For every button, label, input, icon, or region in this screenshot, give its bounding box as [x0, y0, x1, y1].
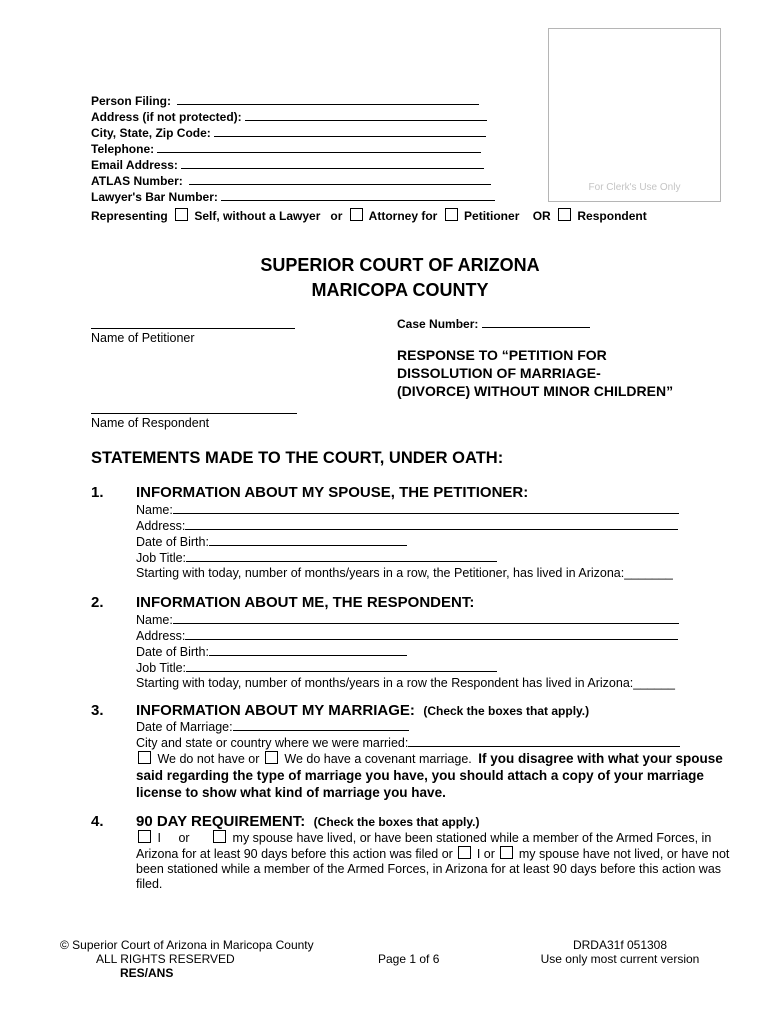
person-filing-field[interactable] [177, 93, 479, 105]
or-label-2: OR [532, 209, 551, 223]
s1-dob-label: Date of Birth: [136, 535, 209, 549]
telephone-row [91, 141, 551, 157]
section-2-title: INFORMATION ABOUT ME, THE RESPONDENT: [136, 594, 475, 611]
s1-job-label: Job Title: [136, 551, 187, 565]
s4-line-2 [136, 846, 730, 862]
s4-line-2-a: Arizona for at least 90 days before this action was filed or [136, 847, 453, 861]
s3-warning-line-3: license to show what kind of marriage you have. [136, 785, 446, 800]
section-4-body [136, 830, 730, 892]
footer-copyright: © Superior Court of Arizona in Maricopa County [60, 938, 314, 952]
document-title [397, 346, 673, 400]
s2-job-field[interactable] [186, 660, 497, 672]
s1-address-label: Address: [136, 519, 186, 533]
attorney-checkbox[interactable] [350, 208, 363, 221]
section-4-number: 4. [91, 813, 104, 830]
clerk-use-label: For Clerk's Use Only [588, 182, 681, 193]
self-label: Self, without a Lawyer [194, 209, 321, 223]
s4-i-checkbox[interactable] [138, 830, 151, 843]
section-3-title: INFORMATION ABOUT MY MARRIAGE: [136, 702, 415, 719]
attorney-label: Attorney for [368, 209, 438, 223]
no-covenant-checkbox[interactable] [138, 751, 151, 764]
respondent-label: Respondent [577, 209, 647, 223]
city-label: City, State, Zip Code: [91, 126, 211, 140]
city-row [91, 125, 551, 141]
footer-rights: ALL RIGHTS RESERVED [96, 952, 235, 966]
s1-name-row [136, 502, 686, 518]
atlas-row [91, 173, 551, 189]
covenant-label: We do have a covenant marriage. [284, 752, 472, 766]
section-1-number: 1. [91, 484, 104, 501]
bar-number-row [91, 189, 551, 205]
s1-name-label: Name: [136, 503, 173, 517]
s2-name-label: Name: [136, 613, 173, 627]
s4-line-1 [136, 830, 726, 846]
case-number-field[interactable] [482, 316, 590, 328]
s3-date-row [136, 719, 726, 735]
representing-label: Representing [91, 209, 168, 223]
clerk-use-box [548, 28, 721, 202]
s2-address-label: Address: [136, 629, 186, 643]
telephone-field[interactable] [157, 141, 481, 153]
s2-job-row [136, 660, 686, 676]
s4-or-label: or [178, 831, 190, 845]
s4-spouse-not-checkbox[interactable] [500, 846, 513, 859]
footer-page: Page 1 of 6 [378, 952, 440, 966]
self-checkbox[interactable] [175, 208, 188, 221]
address-row [91, 109, 551, 125]
petitioner-caption: Name of Petitioner [91, 331, 195, 345]
person-filing-label: Person Filing: [91, 94, 172, 108]
footer-form-id: DRDA31f 051308 [572, 938, 668, 952]
s3-place-row [136, 735, 726, 751]
petitioner-checkbox[interactable] [445, 208, 458, 221]
s1-job-row [136, 550, 686, 566]
court-name: SUPERIOR COURT OF ARIZONA [260, 255, 540, 275]
s2-address-row [136, 628, 686, 644]
footer-left [60, 938, 314, 980]
s3-covenant-row [136, 751, 726, 767]
title-line-3: (DIVORCE) WITHOUT MINOR CHILDREN” [397, 383, 674, 399]
s1-address-field[interactable] [185, 518, 678, 530]
case-number-label: Case Number: [397, 317, 479, 331]
no-covenant-label: We do not have or [157, 752, 260, 766]
s3-place-field[interactable] [408, 735, 680, 747]
s2-dob-label: Date of Birth: [136, 645, 209, 659]
s4-line-3: been stationed while a member of the Armed Forces, in Arizona for at least 90 days before this action was [136, 862, 722, 876]
statements-heading: STATEMENTS MADE TO THE COURT, UNDER OATH: [91, 449, 504, 467]
s3-date-label: Date of Marriage: [136, 720, 233, 734]
petitioner-label: Petitioner [464, 209, 520, 223]
atlas-label: ATLAS Number: [91, 174, 183, 188]
atlas-field[interactable] [189, 173, 491, 185]
s2-dob-field[interactable] [209, 644, 407, 656]
s2-name-field[interactable] [173, 612, 679, 624]
s2-residency: Starting with today, number of months/years in a row the Respondent has lived in Arizona:______ [136, 676, 675, 690]
section-2-fields [136, 612, 686, 691]
s3-date-field[interactable] [233, 719, 409, 731]
s2-job-label: Job Title: [136, 661, 187, 675]
section-1-title: INFORMATION ABOUT MY SPOUSE, THE PETITIONER: [136, 484, 529, 501]
s1-dob-row [136, 534, 686, 550]
section-1-fields [136, 502, 686, 581]
respondent-caption: Name of Respondent [91, 416, 210, 430]
email-field[interactable] [181, 157, 484, 169]
footer-version-note: Use only most current version [540, 952, 700, 966]
representing-row [91, 208, 647, 224]
s4-spouse-checkbox[interactable] [213, 830, 226, 843]
section-3-fields [136, 719, 726, 801]
s3-warning-line-2: said regarding the type of marriage you have, you should attach a copy of your marriage [136, 768, 704, 783]
s4-line-4: filed. [136, 877, 163, 891]
title-line-2: DISSOLUTION OF MARRIAGE- [397, 365, 601, 381]
bar-number-field[interactable] [221, 189, 495, 201]
title-line-1: RESPONSE TO “PETITION FOR [397, 347, 607, 363]
address-label: Address (if not protected): [91, 110, 242, 124]
s1-name-field[interactable] [173, 502, 679, 514]
email-label: Email Address: [91, 158, 178, 172]
covenant-checkbox[interactable] [265, 751, 278, 764]
address-field[interactable] [245, 109, 487, 121]
section-3-heading [136, 702, 589, 720]
s2-address-field[interactable] [185, 628, 678, 640]
s4-line-2-b: I or [476, 847, 495, 861]
county-name: MARICOPA COUNTY [311, 280, 489, 300]
s1-address-row [136, 518, 686, 534]
section-2-number: 2. [91, 594, 104, 611]
respondent-checkbox[interactable] [558, 208, 571, 221]
section-4-heading [136, 813, 479, 831]
section-4-title: 90 DAY REQUIREMENT: [136, 813, 306, 830]
s4-line-1-rest: my spouse have lived, or have been stationed while a member of the Armed Forces, in [232, 831, 712, 845]
bar-number-label: Lawyer's Bar Number: [91, 190, 218, 204]
s4-line-2-c: my spouse have not lived, or have not [518, 847, 730, 861]
section-4-check-note: (Check the boxes that apply.) [313, 815, 480, 829]
respondent-name-line[interactable] [91, 413, 297, 414]
petitioner-name-line[interactable] [91, 328, 295, 329]
section-3-check-note: (Check the boxes that apply.) [423, 704, 590, 718]
person-filing-row [91, 93, 551, 109]
city-field[interactable] [214, 125, 486, 137]
email-row [91, 157, 551, 173]
s1-residency: Starting with today, number of months/years in a row, the Petitioner, has lived in Arizona:_______ [136, 566, 673, 580]
footer-code: RES/ANS [120, 966, 174, 980]
s2-name-row [136, 612, 686, 628]
s3-place-label: City and state or country where we were married: [136, 736, 409, 750]
case-number-row [397, 316, 590, 332]
or-label: or [330, 209, 343, 223]
telephone-label: Telephone: [91, 142, 155, 156]
footer-right [525, 938, 715, 966]
s3-warning-lead: If you disagree with what your spouse [478, 751, 723, 766]
section-3-number: 3. [91, 702, 104, 719]
s4-i-label: I [157, 831, 161, 845]
s1-job-field[interactable] [186, 550, 497, 562]
s2-dob-row [136, 644, 686, 660]
s1-dob-field[interactable] [209, 534, 407, 546]
s4-i-not-checkbox[interactable] [458, 846, 471, 859]
